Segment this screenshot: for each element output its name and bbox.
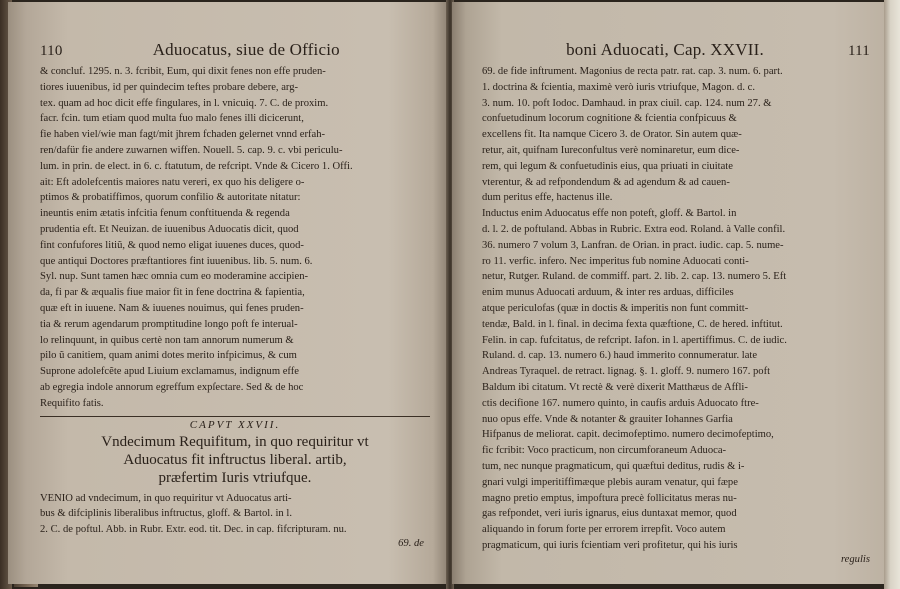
text-line: tiores iuuenibus, id per quindecim teftes probare debere, arg- xyxy=(40,81,299,93)
text-line: lo relinquunt, in quibus certè non tam annorum numerum & xyxy=(40,334,294,346)
text-line: Suprone adolefcẽte apud Liuium exclamamus, indignum effe xyxy=(40,366,299,378)
text-line: confuetudinum locorum cognitione & fcientia confpicuus & xyxy=(482,113,737,125)
right-running-title: boni Aduocati, Cap. XXVII. xyxy=(566,40,764,59)
text-line: tendæ, Bald. in l. final. in decima fexta quæftione, C. de hered. inftitut. xyxy=(482,318,783,330)
left-running-head xyxy=(40,40,430,60)
text-line: ineuntis enim ætatis infcitia fenum conftituenda & regenda xyxy=(40,208,290,220)
text-line: da, fi par & æqualis fiue maior fit in fene doctrina & fapientia, xyxy=(40,287,305,299)
text-line: magno pretio emptus, impoftura precè follicitatus meras nu- xyxy=(482,492,737,504)
text-line: aliquando in forum forte per errorem irrepfit. Voco autem xyxy=(482,524,726,536)
left-body-text xyxy=(40,64,430,412)
text-line: que antiqui Doctores præftantiores fint iuuenibus. lib. 5. num. 6. xyxy=(40,255,313,267)
left-page xyxy=(8,2,448,584)
chapter-rule xyxy=(40,416,430,417)
chapter-title xyxy=(40,433,430,487)
text-line: ait: Eft adolefcentis maiores natu vereri, ex quo his deligere o- xyxy=(40,176,305,188)
text-line: retur, ait, quifnam Iureconfultus verè nominaretur, eum dice- xyxy=(482,144,740,156)
text-line: VENIO ad vndecimum, in quo requiritur vt Aduocatus arti- xyxy=(40,492,292,504)
text-line: Felin. in cap. fufcitatus, de refcript. Iafon. in l. apertiffimus. C. de iudic. xyxy=(482,334,787,346)
right-body-text xyxy=(482,64,870,554)
text-line: netur, Rutger. Ruland. de commiff. part. 2. lib. 2. cap. 13. numero 5. Eft xyxy=(482,271,787,283)
text-line: 1. doctrina & fcientia, maximè verò iuris vtriufque, Magon. d. c. xyxy=(482,81,756,93)
left-running-title: Aduocatus, siue de Officio xyxy=(152,40,340,59)
text-line: fint confufores litiũ, & quod nemo eligat iuuenes duces, quod- xyxy=(40,239,304,251)
text-line: & concluf. 1295. n. 3. fcribit, Eum, qui dixit fenes non effe pruden- xyxy=(40,66,326,77)
text-line: enim munus Aduocati arduum, & inter res arduas, difficiles xyxy=(482,287,734,299)
text-line: tex. quam ad hoc dicit effe fingulares, in l. vnicuiq. 7. C. de proxim. xyxy=(40,97,329,109)
text-line: ab egregia indole annorum egreffum expſectare. Sed & de hoc xyxy=(40,381,304,393)
text-line: fic fcribit: Voco practicum, non circumforaneum Aduoca- xyxy=(482,445,727,457)
text-line: tum, nec nunque pragmaticum, qui quæftui deditus, rudis & i- xyxy=(482,460,745,472)
left-catchword: 69. de xyxy=(398,537,424,549)
chapter-opening-text xyxy=(40,491,430,538)
text-line: rem, qui legum & confuetudinis eius, qua priuati in ciuitate xyxy=(482,160,733,172)
text-line: Inductus enim Aduocatus effe non poteft, gloff. & Bartol. in xyxy=(482,208,737,220)
right-running-head xyxy=(482,40,870,60)
text-line: atque periculofas (quæ in doctis & imperitis non funt committ- xyxy=(482,302,749,314)
text-line: pragmaticum, qui iuris fcientiam veri profitetur, qui his iuris xyxy=(482,539,738,551)
text-line: tia & rerum agendarum promptitudine longo poft fe interual- xyxy=(40,318,298,330)
chapter-title-line: Vndecimum Requifitum, in quo requiritur vt xyxy=(101,433,369,450)
text-line: Andreas Tyraquel. de retract. lignag. §. 1. gloff. 9. numero 167. poft xyxy=(482,366,771,378)
text-line: excellens fit. Ita namque Cicero 3. de Orator. Sin autem quæ- xyxy=(482,129,742,141)
chapter-label: CAPVT XXVII. xyxy=(189,418,281,431)
right-folio: 111 xyxy=(848,43,870,59)
text-line: nuo opus effe. Vnde & notanter & grauiter Iohannes Garfia xyxy=(482,413,733,425)
text-line: d. l. 2. de poftuland. Abbas in Rubric. Extra eod. Roland. à Valle confil. xyxy=(482,223,786,235)
text-line: Requifito fatis. xyxy=(40,397,104,409)
text-line: Ruland. d. cap. 13. numero 6.) haud immerito connumeratur. late xyxy=(482,350,758,362)
text-line: 69. de fide inftrument. Magonius de recta patr. rat. cap. 3. num. 6. part. xyxy=(482,66,783,77)
text-line: gnari vulgi imperitiffimæque plebis auram venatur, qui fæpe xyxy=(482,476,738,488)
right-catchword: regulis xyxy=(840,553,870,565)
text-line: quæ eft in iuuene. Nam & iuuenes nouimus, qui fenes pruden- xyxy=(40,302,304,314)
text-line: pilo ũ canitiem, quam animi dotes merito infpicimus, & cum xyxy=(40,350,297,362)
text-line: Baldum ibi citatum. Vt rectè & verè dixerit Matthæus de Affli- xyxy=(482,381,748,393)
text-line: fie haben viel/wie man fagt/mit jhrem fchaden gelernet vnnd erfah- xyxy=(40,129,326,141)
text-line: dum peritus effe, hactenus ille. xyxy=(482,192,613,204)
text-line: ctis decifione 167. numero quinto, in caufis arduis Aduocato ftre- xyxy=(482,397,759,409)
text-line: prudentia eft. Et Neuizan. de iuuenibus Aduocatis dicit, quod xyxy=(40,223,299,235)
text-line: ro 11. verfic. infero. Nec imperitus fub nomine Aduocati conti- xyxy=(482,255,749,267)
text-line: 36. numero 7 volum 3, Lanfran. de Orian. in pract. iudic. cap. 5. nume- xyxy=(482,239,784,251)
text-line: vterentur, & ad refpondendum & ad agendum & ad cauen- xyxy=(482,176,730,188)
text-line: Hifpanus de meliorat. capit. decimofeptimo. numero decimofeptimo, xyxy=(482,429,774,441)
text-line: lum. in prin. de elect. in 6. c. ftatutum, de refcript. Vnde & Cicero 1. Offi. xyxy=(40,160,353,172)
text-line: ren/dafür fie andere zuwarnen wiffen. Nouell. 5. cap. 9. c. vbi periculu- xyxy=(40,144,343,156)
right-page xyxy=(452,2,884,584)
chapter-title-line: præfertim Iuris vtriufque. xyxy=(158,469,312,486)
text-line: facr. fcin. tum etiam quod multa fuo malo fenes illi dicicerunt, xyxy=(40,113,304,125)
text-line: bus & difciplinis liberalibus inftructus, gloff. & Bartol. in l. xyxy=(40,508,292,520)
text-line: ptimos & probatiffimos, quorum confilio & autoritate nitatur: xyxy=(40,192,301,204)
fore-edge xyxy=(884,0,900,589)
text-line: Syl. nup. Sunt tamen hæc omnia cum eo moderamine accipien- xyxy=(40,271,309,283)
text-line: gas refpondet, veri iuris ignarus, eius duntaxat memor, quod xyxy=(482,508,737,520)
chapter-title-line: Aduocatus fit inftructus liberal. artib, xyxy=(123,451,347,468)
left-folio: 110 xyxy=(40,43,63,59)
text-line: 3. num. 10. poft Iodoc. Damhaud. in prax ciuil. cap. 124. num 27. & xyxy=(482,97,772,109)
text-line: 2. C. de poftul. Abb. in Rubr. Extr. eod. tit. Dec. in cap. fifcripturam. nu. xyxy=(40,524,347,536)
